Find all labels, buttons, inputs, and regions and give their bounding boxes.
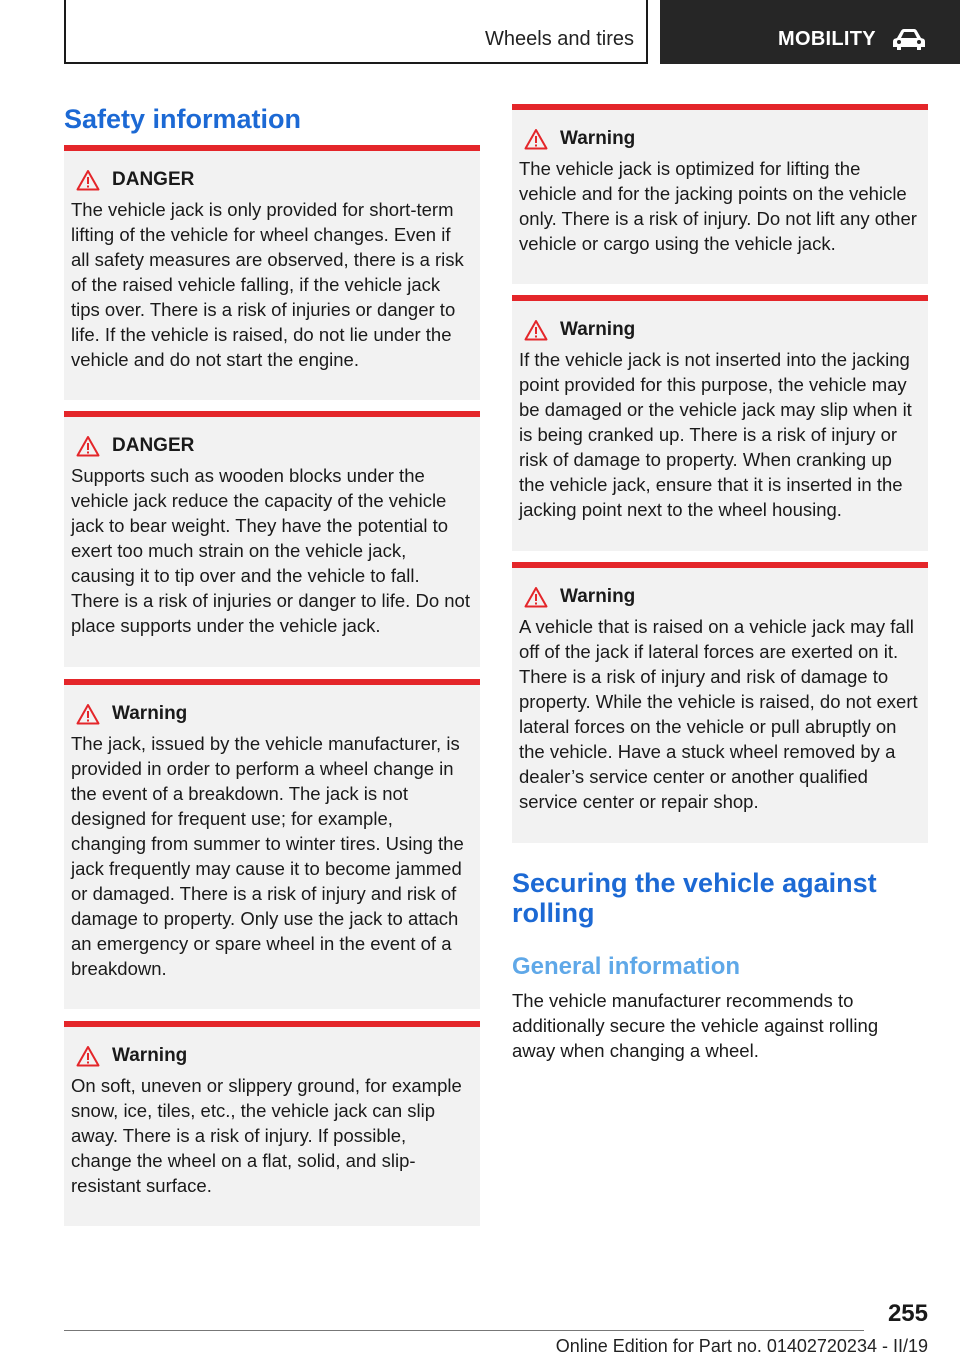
box-text: A vehicle that is raised on a vehicle jack may fall off of the jack if lateral forces are exerted on it. There is a risk of injury and risk of damage to property. While the vehicle is raised, do not exert lateral forces on the vehicle or pull abruptly on the vehicle. Have a stuck wheel removed by a dealer’s service center or another qualified service center or repair shop.	[519, 616, 918, 812]
subheading-general-information: General information	[512, 953, 741, 980]
header-section-box	[64, 0, 648, 64]
car-icon	[892, 28, 926, 52]
header-chapter-title: MOBILITY	[778, 28, 876, 50]
header-chapter-box	[660, 0, 960, 64]
danger-box-1	[64, 145, 480, 400]
warning-triangle-icon	[76, 1045, 100, 1067]
box-title: Warning	[560, 319, 636, 340]
box-title: Warning	[560, 586, 636, 607]
footer-edition: Online Edition for Part no. 01402720234 - II/19	[555, 1336, 928, 1356]
general-information-paragraph: The vehicle manufacturer recommends to additionally secure the vehicle against rolling away when changing a wheel.	[512, 990, 879, 1061]
warning-triangle-icon	[76, 435, 100, 457]
warning-box-4	[512, 295, 928, 551]
warning-box-3	[512, 104, 928, 284]
box-text: The jack, issued by the vehicle manufacturer, is provided in order to perform a wheel change in the event of a breakdown. The jack is not designed for frequent use; for example, changing from summer to winter tires. Using the jack frequently may cause it to become jammed or damaged. There is a risk of injury and risk of damage to property. Only use the jack to attach an emergency or spare wheel in the event of a breakdown.	[71, 733, 464, 979]
box-text: On soft, uneven or slippery ground, for example snow, ice, tiles, etc., the vehicle jack can slip away. There is a risk of injury. If possible, change the wheel on a flat, solid, and slip-resistant surface.	[71, 1075, 462, 1196]
danger-box-2	[64, 411, 480, 667]
warning-triangle-icon	[76, 169, 100, 191]
warning-triangle-icon	[76, 703, 100, 725]
box-title: Warning	[112, 1045, 188, 1066]
warning-triangle-icon	[524, 586, 548, 608]
page-number: 255	[887, 1300, 928, 1327]
box-text: The vehicle jack is only provided for short-term lifting of the vehicle for wheel changes. Even if all safety measures are observed, there is a risk of the raised vehicle falling, if the vehicle jack tips over. There is a risk of injuries or danger to life. If the vehicle is raised, do not lie under the vehicle and do not start the engine.	[71, 199, 464, 370]
warning-triangle-icon	[524, 128, 548, 150]
section-heading-securing-vehicle: Securing the vehicle against rolling	[512, 868, 877, 928]
warning-box-5	[512, 562, 928, 843]
box-title: Warning	[560, 128, 636, 149]
warning-box-2	[64, 1021, 480, 1226]
section-heading-safety-information: Safety information	[64, 104, 302, 134]
box-text: Supports such as wooden blocks under the vehicle jack reduce the capacity of the vehicle jack to bear weight. They have the potential to exert too much strain on the vehicle jack, causing it to tip over and the vehicle to fall. There is a risk of injuries or danger to life. Do not place supports under the vehicle jack.	[71, 465, 470, 636]
box-title: DANGER	[112, 435, 195, 456]
footer-divider	[64, 1330, 864, 1331]
box-text: If the vehicle jack is not inserted into the jacking point provided for this purpose, the vehicle may be damaged or the vehicle jack may slip when it is being cranked up. There is a risk of injury or risk of damage to property. When cranking up the vehicle jack, ensure that it is inserted in the jacking point next to the wheel housing.	[519, 349, 912, 520]
box-title: Warning	[112, 703, 188, 724]
box-title: DANGER	[112, 169, 195, 190]
box-text: The vehicle jack is optimized for lifting the vehicle and for the jacking points on the vehicle only. There is a risk of injury. Do not lift any other vehicle or cargo using the vehicle jack.	[519, 158, 917, 254]
warning-box-1	[64, 679, 480, 1009]
warning-triangle-icon	[524, 319, 548, 341]
header-section-title: Wheels and tires	[485, 28, 634, 50]
